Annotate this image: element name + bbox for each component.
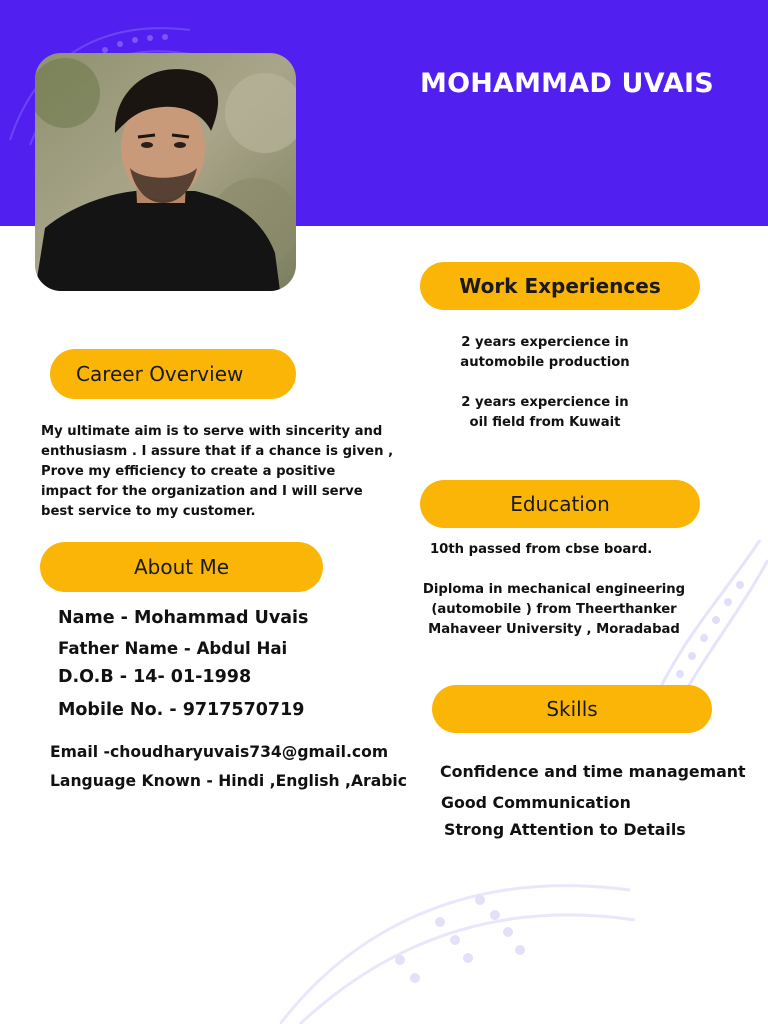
career-overview-text xyxy=(41,422,393,522)
education-line: Diploma in mechanical engineering xyxy=(422,582,686,597)
about-name: Name - Mohammad Uvais xyxy=(58,608,309,628)
career-line: enthusiasm . I assure that if a chance is given , xyxy=(41,444,394,459)
career-line: My ultimate aim is to serve with sincerity and xyxy=(41,424,383,439)
about-me-heading xyxy=(40,542,323,592)
about-father-name: Father Name - Abdul Hai xyxy=(58,639,288,658)
work-experience-line: 2 years expercience in xyxy=(461,395,629,410)
dna-helix-decoration-bottom xyxy=(280,860,640,1024)
skill-item: Strong Attention to Details xyxy=(444,820,686,839)
career-line: best service to my customer. xyxy=(41,504,256,519)
about-language: Language Known - Hindi ,English ,Arabic xyxy=(50,772,407,790)
about-dob: D.O.B - 14- 01-1998 xyxy=(58,667,252,687)
about-me-heading-label: About Me xyxy=(133,555,230,579)
work-experience-1 xyxy=(440,333,650,373)
education-heading-label: Education xyxy=(510,492,610,516)
candidate-name: MOHAMMAD UVAIS xyxy=(420,68,714,99)
work-experiences-heading xyxy=(420,262,700,310)
skill-item: Good Communication xyxy=(441,793,631,812)
work-experience-line: 2 years expercience in xyxy=(461,335,629,350)
about-mobile: Mobile No. - 9717570719 xyxy=(58,700,305,720)
education-line: Mahaveer University , Moradabad xyxy=(428,622,680,637)
work-experience-2 xyxy=(440,393,650,433)
career-overview-heading-label: Career Overview xyxy=(76,362,244,386)
career-overview-heading xyxy=(50,349,296,399)
education-heading xyxy=(420,480,700,528)
skills-heading xyxy=(432,685,712,733)
work-experience-line: oil field from Kuwait xyxy=(469,415,621,430)
work-experiences-heading-label: Work Experiences xyxy=(459,274,661,298)
career-line: impact for the organization and I will serve xyxy=(41,484,363,499)
career-line: Prove my efficiency to create a positive xyxy=(41,464,336,479)
skill-item: Confidence and time managemant xyxy=(440,762,746,781)
work-experience-line: automobile production xyxy=(460,355,630,370)
skills-heading-label: Skills xyxy=(546,697,598,721)
education-item-2 xyxy=(412,580,696,640)
about-email: Email -choudharyuvais734@gmail.com xyxy=(50,743,389,761)
education-line: (automobile ) from Theerthanker xyxy=(431,602,677,617)
profile-photo xyxy=(35,53,296,291)
education-item-1: 10th passed from cbse board. xyxy=(430,542,653,557)
